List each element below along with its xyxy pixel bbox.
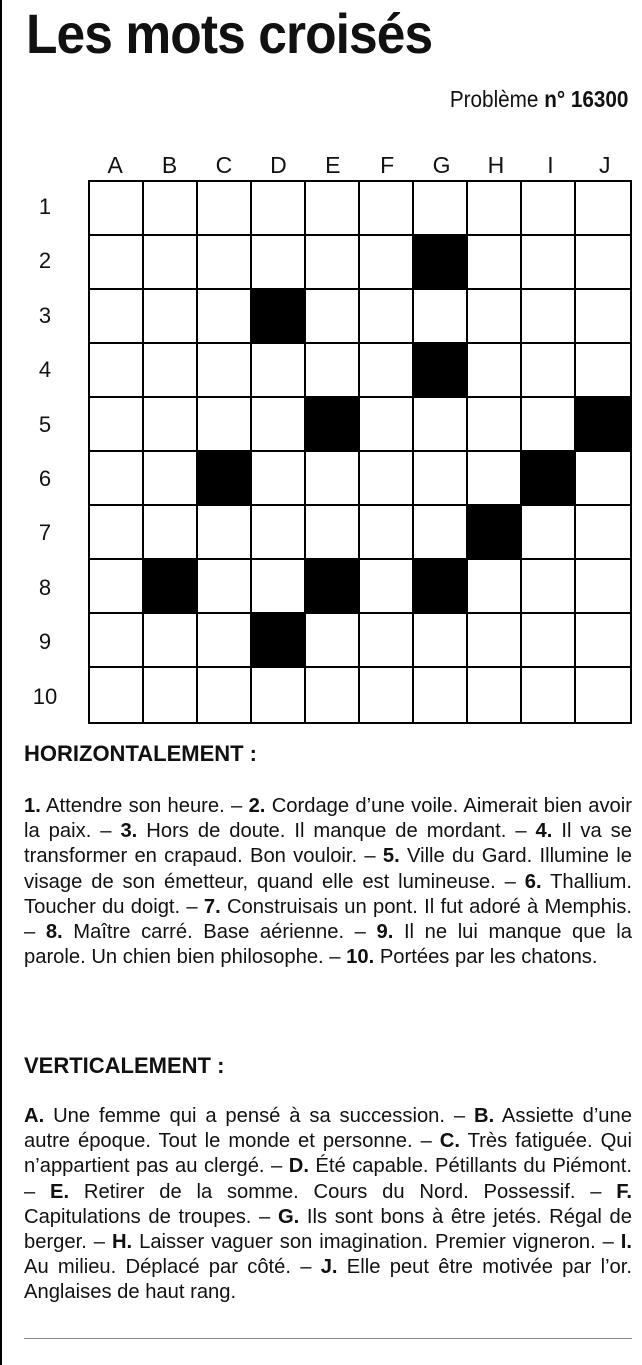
grid-cell-white[interactable]	[198, 398, 252, 452]
clue-text: Elle peut être motivée par l’or. Anglaises de haut rang.	[24, 1256, 633, 1304]
grid-cell-white[interactable]	[360, 614, 414, 668]
problem-label: Problème	[449, 86, 538, 112]
grid-cell-white[interactable]	[306, 668, 360, 722]
column-label: D	[270, 152, 287, 178]
crossword-grid	[88, 180, 632, 724]
grid-cell-white[interactable]	[468, 452, 522, 506]
clue-text: Ville du Gard. Illumine le visage de son émetteur, quand elle est lumineuse.	[24, 845, 633, 893]
row-label: 4	[38, 357, 52, 383]
grid-cell-white[interactable]	[252, 560, 306, 614]
clue-text: Ils sont bons à être jetés. Régal de berger.	[24, 1205, 633, 1254]
row-label: 8	[38, 574, 52, 600]
clue-text: Portées par les chatons.	[379, 946, 598, 969]
grid-cell-black	[414, 560, 468, 614]
grid-cell-white[interactable]	[414, 668, 468, 722]
grid-cell-white[interactable]	[90, 182, 144, 236]
grid-cell-white[interactable]	[144, 506, 198, 560]
clue-text: Au milieu. Déplacé par côté.	[24, 1256, 291, 1279]
clue-text: Une femme qui a pensé à sa succession.	[53, 1105, 446, 1127]
grid-cell-white[interactable]	[522, 506, 576, 560]
grid-cell-white[interactable]	[576, 182, 630, 236]
grid-cell-white[interactable]	[144, 668, 198, 722]
grid-cell-white[interactable]	[414, 452, 468, 506]
grid-cell-white[interactable]	[576, 290, 630, 344]
row-label: 10	[32, 683, 58, 709]
clue-number: A.	[24, 1105, 45, 1127]
grid-cell-white[interactable]	[360, 344, 414, 398]
grid-cell-white[interactable]	[522, 614, 576, 668]
grid-cell-white[interactable]	[252, 398, 306, 452]
grid-cell-white[interactable]	[522, 236, 576, 290]
grid-cell-white[interactable]	[360, 398, 414, 452]
grid-cell-white[interactable]	[522, 398, 576, 452]
grid-cell-white[interactable]	[90, 236, 144, 290]
grid-cell-black	[252, 290, 306, 344]
grid-cell-white[interactable]	[414, 398, 468, 452]
clue-number: G.	[277, 1205, 300, 1228]
grid-cell-white[interactable]	[360, 506, 414, 560]
grid-cell-white[interactable]	[198, 182, 252, 236]
grid-cell-white[interactable]	[468, 614, 522, 668]
grid-cell-white[interactable]	[468, 398, 522, 452]
grid-cell-white[interactable]	[90, 290, 144, 344]
row-label: 7	[38, 520, 52, 546]
clue-text: Attendre son heure.	[46, 795, 225, 817]
clue-number: C.	[439, 1130, 460, 1153]
grid-cell-black	[306, 398, 360, 452]
grid-cell-black	[144, 560, 198, 614]
clue-text: Été capable. Pétillants du Piémont.	[315, 1155, 633, 1178]
column-label: F	[380, 152, 395, 178]
clue-number: 7.	[203, 895, 221, 918]
clue-text: Capitulations de troupes.	[24, 1205, 252, 1228]
clue-text: Il va se transformer en crapaud. Bon vouloir.	[24, 820, 632, 868]
grid-cell-white[interactable]	[360, 236, 414, 290]
grid-cell-white[interactable]	[306, 236, 360, 290]
grid-cell-white[interactable]	[252, 506, 306, 560]
grid-cell-white[interactable]	[576, 560, 630, 614]
grid-cell-white[interactable]	[576, 452, 630, 506]
grid-cell-white[interactable]	[576, 236, 630, 290]
column-label: B	[161, 152, 178, 178]
grid-cell-white[interactable]	[252, 236, 306, 290]
grid-cell-white[interactable]	[252, 182, 306, 236]
grid-cell-white[interactable]	[252, 344, 306, 398]
grid-cell-white[interactable]	[468, 290, 522, 344]
grid-cell-black	[468, 506, 522, 560]
grid-cell-white[interactable]	[90, 506, 144, 560]
grid-cell-white[interactable]	[468, 668, 522, 722]
grid-cell-white[interactable]	[306, 182, 360, 236]
grid-cell-white[interactable]	[306, 506, 360, 560]
clue-number: 6.	[524, 870, 542, 893]
clue-number: B.	[473, 1105, 495, 1127]
clue-text: Laisser vaguer son imagination. Premier vigneron.	[139, 1231, 596, 1254]
grid-cell-white[interactable]	[306, 614, 360, 668]
clue-text: Maître carré. Base aérienne.	[73, 921, 345, 944]
problem-number	[449, 84, 628, 114]
clue-number: 4.	[535, 820, 553, 843]
grid-cell-black	[306, 560, 360, 614]
grid-cell-black	[576, 398, 630, 452]
clue-number: 3.	[120, 820, 138, 843]
clue-text: Hors de doute. Il manque de mordant.	[146, 820, 507, 843]
clue-text: Assiette d’une autre époque. Tout le monde et personne.	[24, 1105, 632, 1153]
grid-cell-white[interactable]	[360, 560, 414, 614]
column-label: I	[547, 152, 554, 178]
grid-cell-white[interactable]	[90, 452, 144, 506]
vertical-heading: VERTICALEMENT :	[24, 1053, 225, 1078]
horizontal-heading: HORIZONTALEMENT :	[24, 741, 258, 766]
column-label: G	[432, 152, 451, 178]
grid-cell-white[interactable]	[90, 614, 144, 668]
clue-number: 8.	[45, 921, 63, 944]
row-label: 6	[38, 466, 52, 491]
grid-cell-black	[252, 614, 306, 668]
column-label: A	[107, 152, 123, 178]
grid-cell-white[interactable]	[522, 344, 576, 398]
grid-cell-white[interactable]	[522, 560, 576, 614]
grid-cell-white[interactable]	[144, 344, 198, 398]
grid-cell-white[interactable]	[468, 344, 522, 398]
grid-cell-white[interactable]	[576, 668, 630, 722]
grid-cell-white[interactable]	[252, 668, 306, 722]
column-label: H	[487, 152, 505, 178]
clue-number: 5.	[382, 845, 400, 868]
grid-cell-black	[522, 452, 576, 506]
grid-cell-white[interactable]	[522, 668, 576, 722]
grid-cell-white[interactable]	[198, 506, 252, 560]
clue-text: Retirer de la somme. Cours du Nord. Possessif.	[83, 1180, 576, 1203]
row-labels	[20, 182, 70, 726]
clue-text: Construisais un pont. Il fut adoré à Memphis.	[226, 895, 633, 918]
grid-cell-white[interactable]	[90, 560, 144, 614]
clue-number: J.	[320, 1256, 338, 1279]
grid-cell-white[interactable]	[414, 182, 468, 236]
grid-cell-white[interactable]	[468, 560, 522, 614]
grid-cell-white[interactable]	[576, 344, 630, 398]
horizontal-clues: 1. Attendre son heure. – 2. Cordage d’une voile. Aimerait bien avoir la paix. – 3. Hors de doute. Il manque de mordant. – 4. Il va se transformer en crapaud. Bon vouloir. – 5. Ville du Gard. Illumine le visage de son émetteur, quand elle est lumineuse. – 6. Thallium. Toucher du doigt. – 7. Construisais un pont. Il fut adoré à Memphis. – 8. Maître carré. Base aérienne. – 9. Il ne lui manque que la parole. Un chien bien philosophe. – 10. Portées par les chatons.	[24, 795, 633, 969]
grid-cell-white[interactable]	[198, 668, 252, 722]
grid-cell-white[interactable]	[306, 290, 360, 344]
clue-number: 10.	[346, 946, 375, 969]
page-title: Les mots croisés	[26, 2, 433, 65]
bottom-divider	[24, 1338, 632, 1339]
column-label: E	[325, 152, 341, 178]
grid-cell-white[interactable]	[360, 668, 414, 722]
crossword-cells	[90, 182, 630, 722]
grid-cell-black	[414, 344, 468, 398]
clue-number: 2.	[248, 795, 266, 817]
problem-num-value: 16300	[570, 86, 628, 112]
row-label: 2	[38, 248, 52, 274]
column-label: J	[599, 152, 611, 178]
grid-cell-white[interactable]	[522, 290, 576, 344]
column-label: C	[215, 152, 233, 178]
grid-cell-white[interactable]	[144, 614, 198, 668]
grid-cell-white[interactable]	[576, 614, 630, 668]
grid-cell-white[interactable]	[306, 344, 360, 398]
grid-cell-white[interactable]	[144, 398, 198, 452]
grid-cell-white[interactable]	[360, 290, 414, 344]
grid-cell-white[interactable]	[414, 506, 468, 560]
grid-cell-white[interactable]	[468, 236, 522, 290]
grid-cell-white[interactable]	[198, 344, 252, 398]
clue-number: D.	[288, 1155, 309, 1178]
row-label: 9	[38, 629, 52, 655]
clue-number: H.	[111, 1231, 133, 1254]
grid-cell-white[interactable]	[414, 614, 468, 668]
grid-cell-white[interactable]	[360, 452, 414, 506]
row-label: 1	[38, 194, 52, 219]
clue-number: 1.	[24, 795, 41, 817]
row-label: 3	[38, 302, 52, 328]
grid-cell-white[interactable]	[414, 290, 468, 344]
clue-number: I.	[620, 1231, 633, 1254]
grid-cell-white[interactable]	[198, 614, 252, 668]
grid-cell-white[interactable]	[144, 182, 198, 236]
grid-cell-white[interactable]	[144, 236, 198, 290]
grid-cell-white[interactable]	[144, 290, 198, 344]
problem-num-prefix: n°	[543, 86, 565, 112]
grid-cell-white[interactable]	[90, 668, 144, 722]
grid-cell-white[interactable]	[576, 506, 630, 560]
vertical-clues: A. Une femme qui a pensé à sa succession. – B. Assiette d’une autre époque. Tout le monde et personne. – C. Très fatiguée. Qui n’appartient pas au clergé. – D. Été capable. Pétillants du Piémont. – E. Retirer de la somme. Cours du Nord. Possessif. – F. Capitulations de troupes. – G. Ils sont bons à être jetés. Régal de berger. – H. Laisser vaguer son imagination. Premier vigneron. – I. Au milieu. Déplacé par côté. – J. Elle peut être motivée par l’or. Anglaises de haut rang.	[24, 1105, 633, 1304]
row-label: 5	[38, 411, 52, 437]
grid-cell-white[interactable]	[198, 290, 252, 344]
grid-cell-white[interactable]	[360, 182, 414, 236]
clue-number: F.	[616, 1180, 632, 1203]
grid-cell-black	[414, 236, 468, 290]
grid-cell-white[interactable]	[252, 452, 306, 506]
clue-number: E.	[50, 1180, 70, 1203]
clue-number: 9.	[376, 921, 394, 944]
grid-cell-white[interactable]	[306, 452, 360, 506]
column-labels	[88, 150, 632, 180]
grid-cell-black	[198, 452, 252, 506]
left-margin-rule	[0, 0, 2, 1365]
grid-cell-white[interactable]	[144, 452, 198, 506]
clue-text: Cordage d’une voile. Aimerait bien avoir la paix.	[24, 795, 632, 843]
clue-text: Thallium. Toucher du doigt.	[24, 870, 632, 918]
clue-text: Il ne lui manque que la parole. Un chien bien philosophe.	[24, 921, 633, 969]
grid-cell-white[interactable]	[522, 182, 576, 236]
grid-cell-white[interactable]	[198, 560, 252, 614]
grid-cell-white[interactable]	[468, 182, 522, 236]
grid-cell-white[interactable]	[198, 236, 252, 290]
grid-cell-white[interactable]	[90, 398, 144, 452]
grid-cell-white[interactable]	[90, 344, 144, 398]
clue-text: Très fatiguée. Qui n’appartient pas au clergé.	[24, 1130, 632, 1178]
